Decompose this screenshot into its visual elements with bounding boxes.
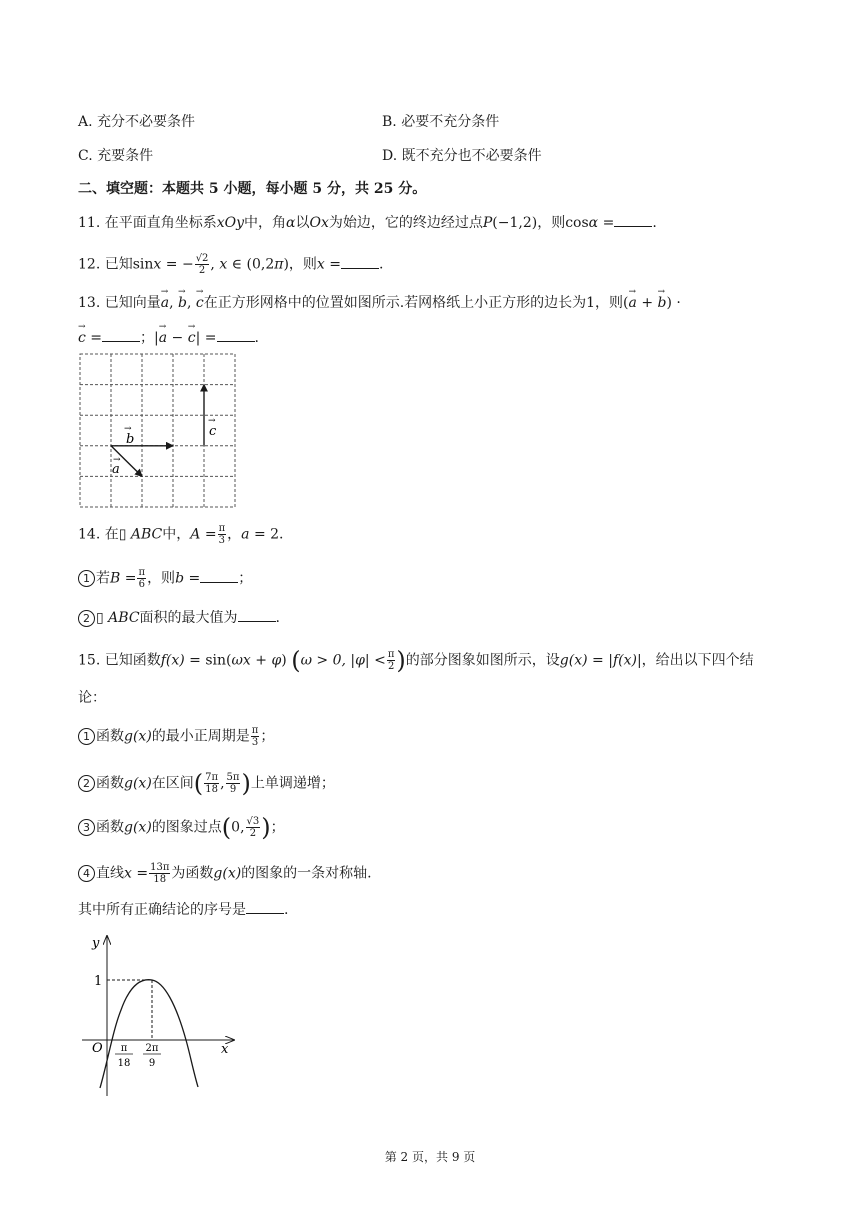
option-c: C. 充要条件 (78, 148, 154, 164)
question-12: 12. 已知sinx = − $\frac{√2}{2}$ , x ∈ (0,2π)，则x = . (78, 253, 384, 276)
question-15-statement1: 1 函数g(x)的最小正周期是 $\frac{\pi}{3}$ ； (78, 725, 274, 748)
answer-blank[interactable] (341, 254, 379, 269)
sine-curve (100, 980, 198, 1088)
y-tick-one: 1 (94, 974, 103, 989)
vector-c-label: c (209, 424, 217, 439)
answer-blank[interactable] (614, 212, 652, 227)
option-a: A. 充分不必要条件 (78, 114, 196, 130)
svg-text:→: → (124, 424, 132, 434)
question-15-statement2: 2 函数g(x)在区间( $\frac{7\pi}{18}$ , $\frac{5\pi}{9}$ )上单调递增； (78, 772, 335, 795)
question-13-line2: → c = ；|→ a − → c| = . (78, 327, 259, 348)
question-13: 13. 已知向量→ a, → b, → c在正方形网格中的位置如图所示.若网格纸上小正方形的边长为1，则(→ a + → b) · (78, 293, 681, 313)
answer-blank[interactable] (102, 327, 140, 342)
question-15-statement3: 3 函数g(x)的图象过点(0, $\frac{√3}{2}$ )； (78, 816, 285, 839)
sine-graph-figure (78, 930, 248, 1100)
answer-blank[interactable] (246, 899, 284, 914)
question-14-part1: 1 若B = $\frac{\pi}{6}$ ，则b = ； (78, 567, 252, 590)
vector-b-label: b (126, 432, 135, 447)
option-b: B. 必要不充分条件 (382, 114, 500, 130)
vector-grid-figure (78, 352, 238, 510)
x-tick-2pi9-den: 9 (148, 1058, 156, 1069)
question-14-part2: 2 ▯ ABC面积的最大值为 . (78, 607, 280, 628)
question-15-statement4: 4 直线x = $\frac{13\pi}{18}$ 为函数g(x)的图象的一条对称轴. (78, 862, 372, 885)
origin-label: O (92, 1041, 103, 1056)
question-15-line2: 论： (78, 690, 106, 706)
answer-blank[interactable] (200, 568, 238, 583)
x-tick-pi18-den: 18 (117, 1058, 131, 1069)
option-d: D. 既不充分也不必要条件 (382, 148, 542, 164)
question-15-last: 其中所有正确结论的序号是 . (78, 899, 288, 920)
question-15: 15. 已知函数f(x) = sin(ωx + φ) (ω > 0, |φ| < $\frac{\pi}{2}$ )的部分图象如图所示，设g(x) = |f(x)|，给出以下四个结 (78, 646, 754, 675)
x-tick-2pi9-num: 2π (145, 1043, 159, 1054)
question-11: 11. 在平面直角坐标系xOy中，角α以Ox为始边，它的终边经过点P(−1,2)，则cosα = . (78, 212, 657, 233)
answer-blank[interactable] (238, 607, 276, 622)
vector-a-label: a (112, 462, 120, 477)
y-axis-label: y (92, 936, 100, 951)
section-header: 二、填空题：本题共 5 小题，每小题 5 分，共 25 分。 (78, 181, 427, 197)
x-axis-label: x (221, 1042, 229, 1057)
svg-text:→: → (208, 416, 216, 426)
svg-text:→: → (113, 455, 121, 465)
x-tick-pi18-num: π (120, 1043, 128, 1054)
answer-blank[interactable] (217, 327, 255, 342)
page-footer: 第 2 页，共 9 页 (384, 1150, 476, 1164)
question-14: 14. 在▯ ABC中，A = $\frac{\pi}{3}$ ，a = 2. (78, 523, 284, 546)
